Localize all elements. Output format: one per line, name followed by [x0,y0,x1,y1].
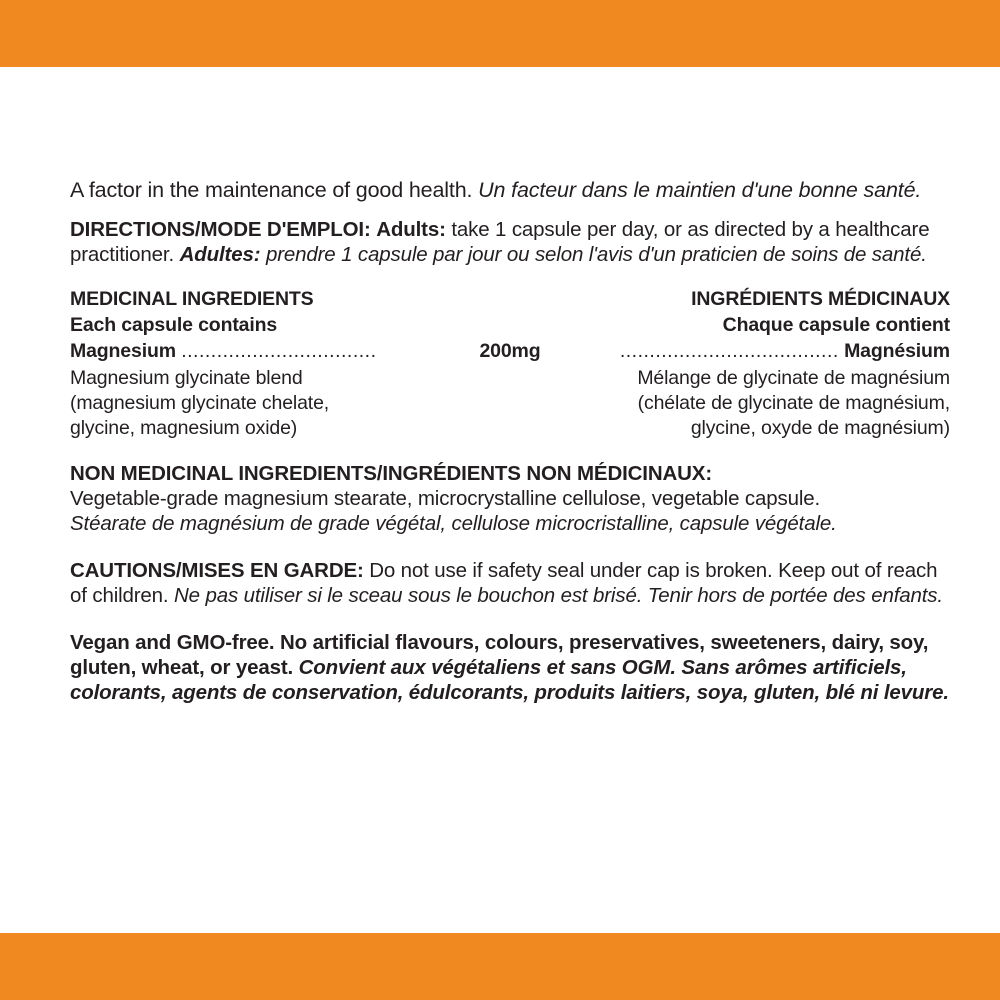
label-text-panel [70,178,950,705]
medicinal-heading-row [70,287,950,313]
ingredient-dose: 200mg [479,340,541,362]
cautions-text-en: Do not use if safety seal under cap is broken. Keep out of reach of children. [70,559,938,607]
source-fr-line-2: (chélate de glycinate de magnésium, [637,392,950,414]
non-medicinal-text-en: Vegetable-grade magnesium stearate, microcrystalline cellulose, vegetable capsule. [70,487,821,510]
leader-dots-right: ..................................... [619,340,839,362]
intro-statement [70,178,950,203]
claims-section [70,630,950,705]
each-capsule-row [70,313,950,339]
non-medicinal-section [70,461,950,536]
each-capsule-fr: Chaque capsule contient [722,314,950,336]
source-fr-line-3: glycine, oxyde de magnésium) [690,417,950,439]
ingredient-dose-row [70,339,950,366]
intro-en: A factor in the maintenance of good health. [70,178,473,202]
source-row-1 [70,366,950,391]
medicinal-heading-en: MEDICINAL INGREDIENTS [70,288,314,310]
directions-heading: DIRECTIONS/MODE D'EMPLOI: [70,218,371,241]
source-row-2 [70,391,950,416]
ingredient-fr: Magnésium [844,340,950,362]
source-en-line-2: (magnesium glycinate chelate, [70,392,330,414]
ingredient-fr-cell [590,339,950,364]
claims-text-fr: Convient aux végétaliens et sans OGM. Sans arômes artificiels, colorants, agents de conservation, édulcorants, produits laitiers, soya, gluten, blé ni levure. [70,656,949,704]
leader-dots-left: ................................. [181,340,377,362]
source-en-line-3: glycine, magnesium oxide) [70,417,298,439]
directions-text-en: take 1 capsule per day, or as directed by a healthcare practitioner. [70,218,930,266]
non-medicinal-heading: NON MEDICINAL INGREDIENTS/INGRÉDIENTS NON MÉDICINAUX: [70,462,713,485]
medicinal-ingredients-table [70,287,950,441]
medicinal-heading-fr: INGRÉDIENTS MÉDICINAUX [691,288,950,310]
cautions-text-fr: Ne pas utiliser si le sceau sous le bouchon est brisé. Tenir hors de portée des enfants. [174,584,943,607]
ingredient-en: Magnesium [70,340,176,362]
intro-fr: Un facteur dans le maintien d'une bonne santé. [478,178,922,202]
source-row-3 [70,416,950,441]
directions-adults-label-fr: Adultes: [179,243,261,266]
cautions-section [70,558,950,608]
each-capsule-en: Each capsule contains [70,314,278,336]
non-medicinal-text-fr: Stéarate de magnésium de grade végétal, cellulose microcristalline, capsule végétale. [70,512,837,535]
directions-text-fr: prendre 1 capsule par jour ou selon l'avis d'un praticien de soins de santé. [265,243,927,266]
directions-section [70,217,950,267]
source-fr-line-1: Mélange de glycinate de magnésium [637,367,950,389]
claims-text-en: Vegan and GMO-free. No artificial flavours, colours, preservatives, sweeteners, dairy, soy, gluten, wheat, or yeast. [70,631,929,679]
cautions-heading: CAUTIONS/MISES EN GARDE: [70,559,364,582]
directions-adults-label-en: Adults: [376,218,446,241]
top-orange-band [0,0,1000,67]
source-en-line-1: Magnesium glycinate blend [70,367,303,389]
ingredient-en-cell [70,339,430,364]
bottom-orange-band [0,933,1000,1000]
